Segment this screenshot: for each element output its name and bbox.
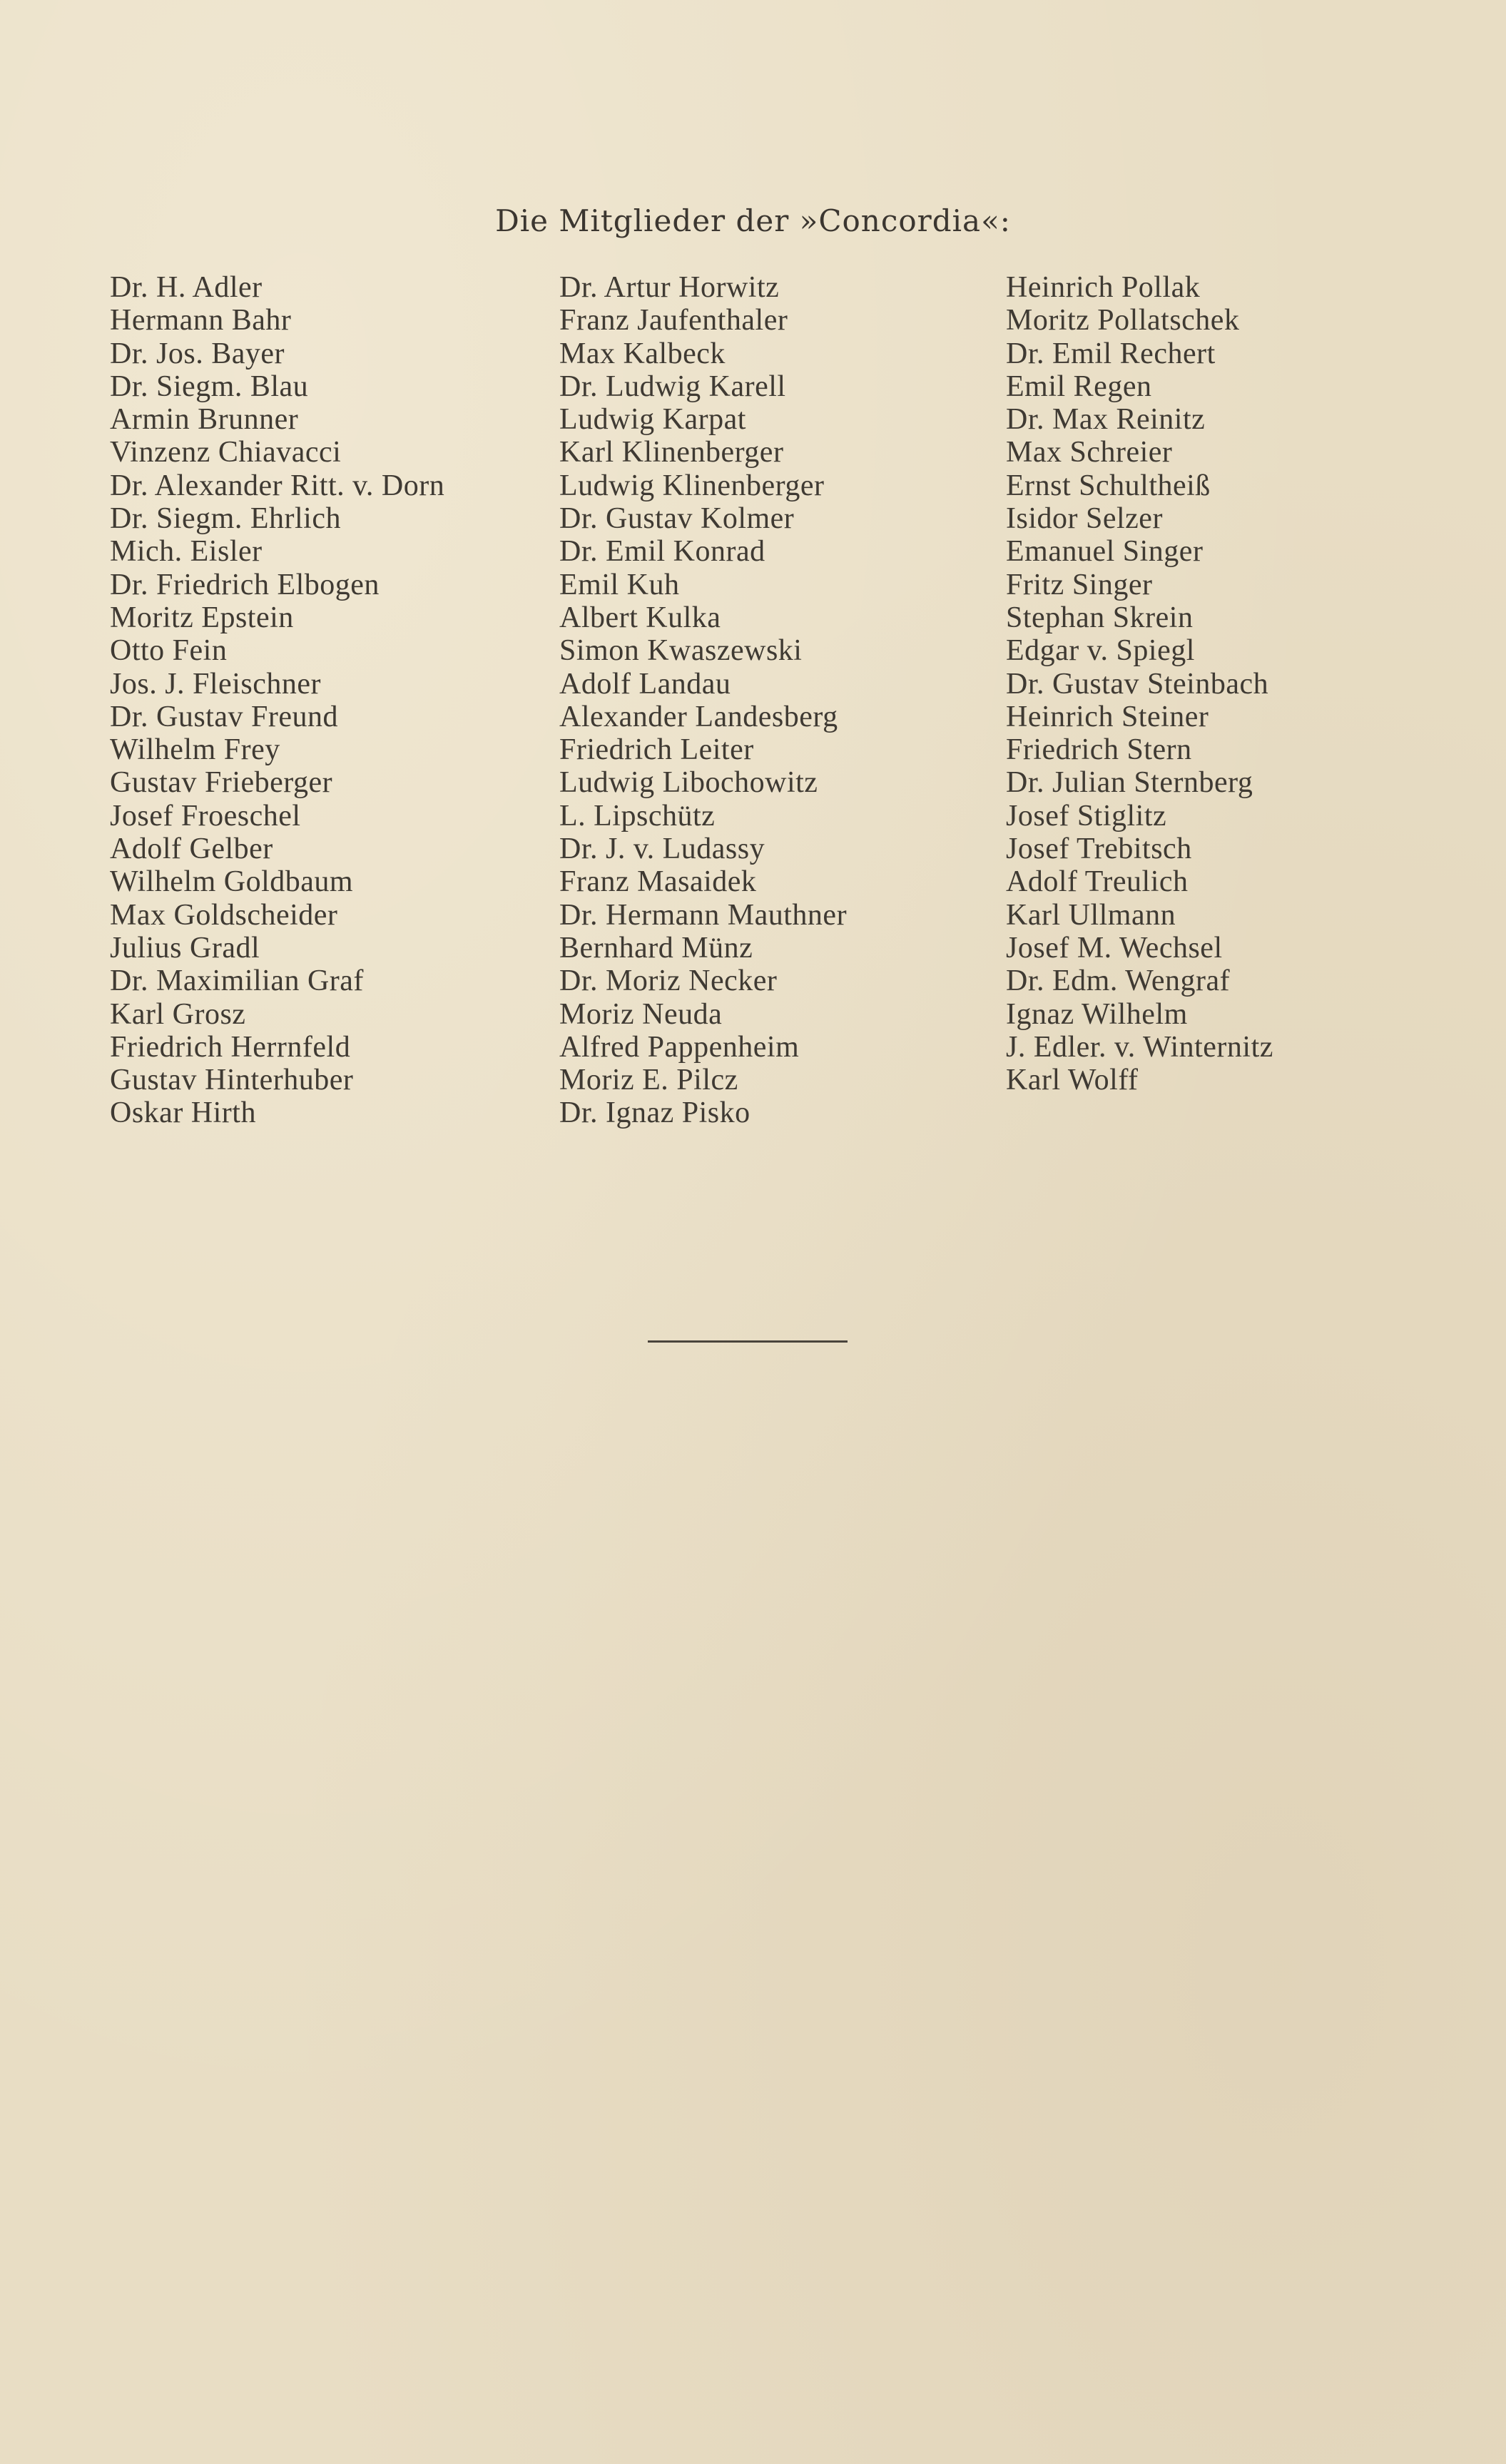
divider-rule [648, 1340, 848, 1343]
member-name: Vinzenz Chiavacci [110, 436, 342, 469]
member-name: Friedrich Stern [1006, 733, 1192, 767]
member-column-2 [559, 271, 847, 1130]
member-name: Moriz Neuda [559, 997, 723, 1031]
member-column-3 [1006, 271, 1273, 1096]
member-name: Karl Klinenberger [559, 436, 784, 469]
member-name: Josef Froeschel [110, 799, 301, 833]
member-name: Moriz E. Pilcz [559, 1064, 738, 1097]
member-name: L. Lipschütz [559, 799, 716, 833]
member-name: Dr. Alexander Ritt. v. Dorn [110, 469, 445, 502]
member-name: Ludwig Libochowitz [559, 766, 818, 800]
member-name: Dr. Friedrich Elbogen [110, 568, 380, 601]
member-name: Isidor Selzer [1006, 502, 1163, 536]
member-name: Hermann Bahr [110, 304, 292, 337]
member-name: Julius Gradl [110, 931, 260, 964]
member-name: Jos. J. Fleischner [110, 667, 321, 701]
member-name: Mich. Eisler [110, 535, 263, 569]
member-name: Emil Regen [1006, 370, 1152, 403]
member-name: Dr. Gustav Steinbach [1006, 667, 1269, 701]
member-name: Dr. Siegm. Blau [110, 370, 309, 403]
member-name: Dr. Moriz Necker [559, 964, 778, 998]
member-name: Max Kalbeck [559, 337, 726, 370]
member-name: Oskar Hirth [110, 1096, 256, 1130]
member-name: Dr. Gustav Freund [110, 700, 338, 733]
member-name: Karl Wolff [1006, 1064, 1139, 1097]
member-name: Emil Kuh [559, 568, 680, 601]
member-name: Dr. Emil Konrad [559, 535, 765, 569]
member-name: Alfred Pappenheim [559, 1030, 800, 1064]
member-name: Moritz Epstein [110, 601, 294, 634]
member-column-1 [110, 271, 444, 1130]
member-name: Dr. Jos. Bayer [110, 337, 285, 370]
member-name: Dr. Siegm. Ehrlich [110, 502, 341, 536]
member-name: Alexander Landesberg [559, 700, 838, 733]
member-name: J. Edler. v. Winternitz [1006, 1030, 1273, 1064]
member-name: Gustav Hinterhuber [110, 1064, 354, 1097]
member-name: Otto Fein [110, 634, 228, 668]
member-name: Dr. Artur Horwitz [559, 271, 780, 304]
member-name: Dr. J. v. Ludassy [559, 833, 765, 866]
member-name: Gustav Frieberger [110, 766, 333, 800]
member-name: Edgar v. Spiegl [1006, 634, 1195, 668]
member-name: Stephan Skrein [1006, 601, 1194, 634]
member-name: Heinrich Steiner [1006, 700, 1209, 733]
member-name: Adolf Gelber [110, 833, 273, 866]
member-name: Armin Brunner [110, 403, 299, 437]
member-name: Adolf Treulich [1006, 865, 1189, 899]
member-name: Bernhard Münz [559, 931, 753, 964]
member-name: Karl Ullmann [1006, 898, 1176, 932]
member-name: Josef Stiglitz [1006, 799, 1167, 833]
member-name: Simon Kwaszewski [559, 634, 803, 668]
member-name: Dr. Ignaz Pisko [559, 1096, 751, 1130]
member-name: Moritz Pollatschek [1006, 304, 1240, 337]
member-name: Ludwig Karpat [559, 403, 746, 437]
member-name: Wilhelm Goldbaum [110, 865, 354, 899]
member-name: Dr. Maximilian Graf [110, 964, 364, 998]
member-name: Dr. Max Reinitz [1006, 403, 1206, 437]
member-name: Friedrich Leiter [559, 733, 754, 767]
member-name: Albert Kulka [559, 601, 721, 634]
member-name: Ernst Schultheiß [1006, 469, 1211, 502]
member-name: Emanuel Singer [1006, 535, 1204, 569]
member-name: Fritz Singer [1006, 568, 1153, 601]
member-name: Friedrich Herrnfeld [110, 1030, 351, 1064]
member-name: Ludwig Klinenberger [559, 469, 825, 502]
page-title: Die Mitglieder der »Concordia«: [495, 203, 1011, 238]
member-name: Max Schreier [1006, 436, 1173, 469]
member-name: Wilhelm Frey [110, 733, 280, 767]
member-name: Dr. Gustav Kolmer [559, 502, 795, 536]
member-name: Dr. Julian Sternberg [1006, 766, 1253, 800]
member-name: Dr. Ludwig Karell [559, 370, 786, 403]
member-name: Heinrich Pollak [1006, 271, 1201, 304]
member-name: Dr. Hermann Mauthner [559, 898, 848, 932]
member-name: Ignaz Wilhelm [1006, 997, 1188, 1031]
member-name: Karl Grosz [110, 997, 246, 1031]
member-name: Dr. H. Adler [110, 271, 263, 304]
member-name: Adolf Landau [559, 667, 731, 701]
member-name: Josef Trebitsch [1006, 833, 1192, 866]
member-name: Dr. Edm. Wengraf [1006, 964, 1231, 998]
member-name: Dr. Emil Rechert [1006, 337, 1216, 370]
member-name: Franz Masaidek [559, 865, 757, 899]
member-name: Franz Jaufenthaler [559, 304, 788, 337]
member-name: Max Goldscheider [110, 898, 338, 932]
member-name: Josef M. Wechsel [1006, 931, 1223, 964]
